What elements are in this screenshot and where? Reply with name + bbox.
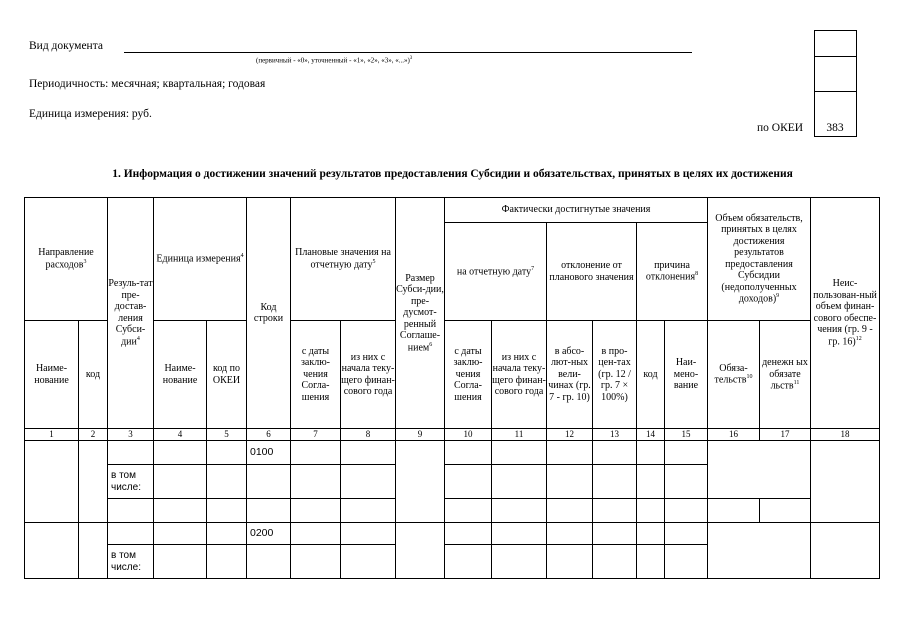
- cell-input[interactable]: [108, 499, 154, 523]
- cell-input[interactable]: [154, 545, 207, 579]
- cell-input[interactable]: [207, 545, 247, 579]
- h-unit-name: Наиме-нование: [154, 321, 207, 429]
- cell-input[interactable]: [547, 545, 593, 579]
- cell-input[interactable]: [291, 523, 341, 545]
- cell-input[interactable]: [492, 465, 547, 499]
- row-code-0200: 0200: [247, 523, 291, 545]
- cell-input[interactable]: [154, 441, 207, 465]
- h-money-obligations: денежн ых обязате льств$^{11}$: [760, 321, 811, 429]
- cell-input[interactable]: [79, 523, 108, 579]
- cell-input[interactable]: [25, 441, 79, 523]
- col-number: 16: [708, 429, 760, 441]
- cell-input[interactable]: [637, 545, 665, 579]
- cell-input[interactable]: [593, 545, 637, 579]
- unit-label: Единица измерения: руб.: [29, 108, 152, 120]
- cell-input[interactable]: [396, 441, 445, 523]
- h-direction: Направление расходов$^3$: [25, 198, 108, 321]
- h-subsidy-size: Размер Субси-дии, пре-дусмот-ренный Соглаше-нием$^6$: [396, 198, 445, 429]
- results-table: [24, 197, 880, 579]
- cell-input[interactable]: [708, 523, 811, 579]
- including-label: в том числе:: [108, 545, 154, 579]
- cell-input[interactable]: [547, 523, 593, 545]
- cell-input[interactable]: [708, 441, 811, 499]
- cell-input[interactable]: [247, 465, 291, 499]
- cell-input[interactable]: [492, 441, 547, 465]
- doc-type-note: (первичный - «0», уточненный - «1», «2», «3», «...»)$^3$: [256, 56, 413, 65]
- cell-input[interactable]: [547, 465, 593, 499]
- cell-input[interactable]: [341, 441, 396, 465]
- cell-input[interactable]: [207, 465, 247, 499]
- cell-input[interactable]: [665, 545, 708, 579]
- h-obligations-count: Обяза-тельств$^{10}$: [708, 321, 760, 429]
- cell-input[interactable]: [593, 499, 637, 523]
- cell-input[interactable]: [108, 441, 154, 465]
- h-reason-name: Наи-мено-вание: [665, 321, 708, 429]
- cell-input[interactable]: [665, 523, 708, 545]
- periodicity-label: Периодичность: месячная; квартальная; годовая: [29, 78, 266, 90]
- col-number: 10: [445, 429, 492, 441]
- h-result: Резуль-тат пре-достав-ления Субси-дии$^4$: [108, 198, 154, 429]
- col-number: 5: [207, 429, 247, 441]
- cell-input[interactable]: [291, 499, 341, 523]
- cell-input[interactable]: [445, 441, 492, 465]
- h-reason: причина отклонения$^8$: [637, 223, 708, 321]
- cell-input[interactable]: [25, 523, 79, 579]
- cell-input[interactable]: [637, 523, 665, 545]
- col-number: 14: [637, 429, 665, 441]
- col-number: 15: [665, 429, 708, 441]
- doc-type-label: Вид документа: [29, 40, 103, 52]
- col-number: 8: [341, 429, 396, 441]
- col-number: 9: [396, 429, 445, 441]
- cell-input[interactable]: [396, 523, 445, 579]
- row-code-0100: 0100: [247, 441, 291, 465]
- cell-input[interactable]: [341, 465, 396, 499]
- col-number: 7: [291, 429, 341, 441]
- col-number: 12: [547, 429, 593, 441]
- col-number: 3: [108, 429, 154, 441]
- cell-input[interactable]: [665, 465, 708, 499]
- cell-input[interactable]: [79, 441, 108, 523]
- cell-input[interactable]: [547, 441, 593, 465]
- h-plan: Плановые значения на отчетную дату$^5$: [291, 198, 396, 321]
- cell-input[interactable]: [207, 441, 247, 465]
- h-reporting-date: на отчетную дату$^7$: [445, 223, 547, 321]
- cell-input[interactable]: [492, 523, 547, 545]
- h-code: Код строки: [247, 198, 291, 429]
- h-obligations: Объем обязательств, принятых в целях достижения результатов предоставления Субсидии (недополученных доходов)$^9$: [708, 198, 811, 321]
- h-unit: Единица измерения$^4$: [154, 198, 247, 321]
- h-direction-name: Наиме-нование: [25, 321, 79, 429]
- col-number: 17: [760, 429, 811, 441]
- cell-input[interactable]: [492, 545, 547, 579]
- h-unused: Неис-пользован-ный объем финан-сового обеспе-чения (гр. 9 - гр. 16)$^{12}$: [811, 198, 880, 429]
- cell-input[interactable]: [341, 499, 396, 523]
- cell-input[interactable]: [593, 441, 637, 465]
- cell-input[interactable]: [247, 499, 291, 523]
- cell-input[interactable]: [665, 499, 708, 523]
- cell-input[interactable]: [341, 545, 396, 579]
- okei-label: по ОКЕИ: [757, 122, 804, 134]
- cell-input[interactable]: [108, 523, 154, 545]
- cell-input[interactable]: [665, 441, 708, 465]
- cell-input[interactable]: [154, 499, 207, 523]
- doc-type-field[interactable]: [124, 40, 692, 53]
- h-plan-from-year: из них с начала теку-щего финан-сового года: [341, 321, 396, 429]
- cell-input[interactable]: [154, 465, 207, 499]
- col-number: 4: [154, 429, 207, 441]
- cell-input[interactable]: [492, 499, 547, 523]
- cell-input[interactable]: [593, 523, 637, 545]
- cell-input[interactable]: [637, 465, 665, 499]
- h-reason-code: код: [637, 321, 665, 429]
- h-actual: Фактически достигнутые значения: [445, 198, 708, 223]
- h-direction-code: код: [79, 321, 108, 429]
- cell-input[interactable]: [811, 441, 880, 523]
- including-label: в том числе:: [108, 465, 154, 499]
- col-number: 11: [492, 429, 547, 441]
- h-deviation-pct: в про-цен-тах (гр. 12 / гр. 7 × 100%): [593, 321, 637, 429]
- col-number: 2: [79, 429, 108, 441]
- h-unit-okei: код по ОКЕИ: [207, 321, 247, 429]
- cell-input[interactable]: [637, 441, 665, 465]
- cell-input[interactable]: [291, 441, 341, 465]
- cell-input[interactable]: [445, 523, 492, 545]
- cell-input[interactable]: [291, 465, 341, 499]
- h-deviation: отклонение от планового значения: [547, 223, 637, 321]
- code-box-1[interactable]: [814, 30, 857, 57]
- cell-input[interactable]: [207, 523, 247, 545]
- col-number: 18: [811, 429, 880, 441]
- okei-value: 383: [826, 122, 844, 134]
- cell-input[interactable]: [341, 523, 396, 545]
- cell-input[interactable]: [760, 499, 811, 523]
- cell-input[interactable]: [445, 499, 492, 523]
- cell-input[interactable]: [708, 499, 760, 523]
- col-number: 1: [25, 429, 79, 441]
- cell-input[interactable]: [207, 499, 247, 523]
- cell-input[interactable]: [547, 499, 593, 523]
- section-title: 1. Информация о достижении значений результатов предоставления Субсидии и обязательствах, принятых в целях их достижения: [112, 168, 793, 180]
- cell-input[interactable]: [247, 545, 291, 579]
- h-plan-from-date: с даты заклю-чения Согла-шения: [291, 321, 341, 429]
- h-actual-from-year: из них с начала теку-щего финан-сового года: [492, 321, 547, 429]
- code-box-2[interactable]: [814, 56, 857, 92]
- cell-input[interactable]: [154, 523, 207, 545]
- h-deviation-abs: в абсо-лют-ных вели-чинах (гр. 7 - гр. 10): [547, 321, 593, 429]
- h-actual-from-date: с даты заклю-чения Согла-шения: [445, 321, 492, 429]
- cell-input[interactable]: [811, 523, 880, 579]
- cell-input[interactable]: [445, 545, 492, 579]
- cell-input[interactable]: [291, 545, 341, 579]
- cell-input[interactable]: [637, 499, 665, 523]
- col-number: 6: [247, 429, 291, 441]
- cell-input[interactable]: [445, 465, 492, 499]
- col-number: 13: [593, 429, 637, 441]
- cell-input[interactable]: [593, 465, 637, 499]
